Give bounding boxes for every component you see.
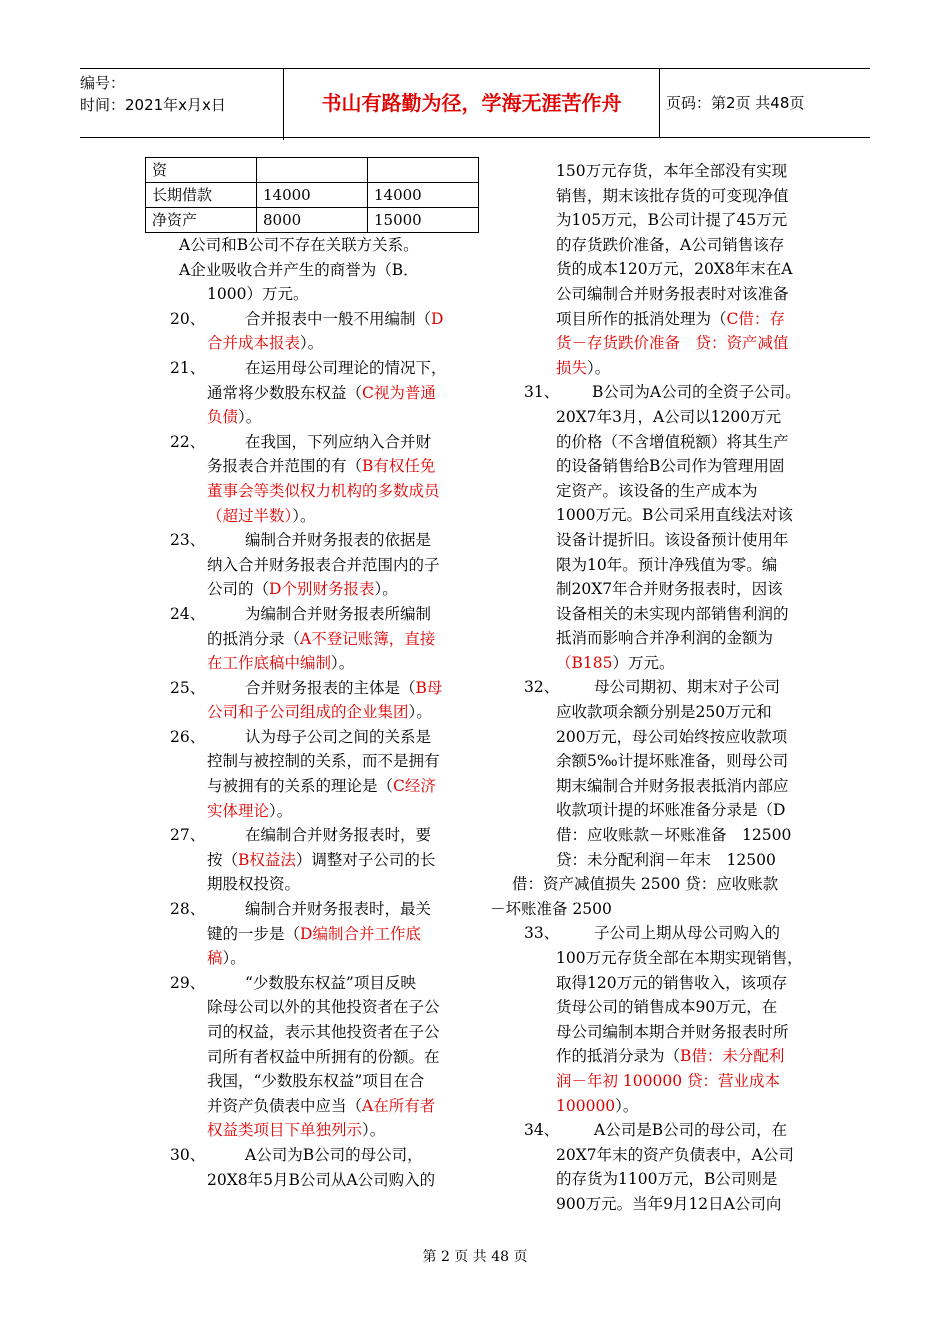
question-text: ）。: [362, 1121, 386, 1140]
question-text: ）万元。: [612, 653, 675, 672]
question-text: ）。: [269, 801, 293, 820]
question-text: 并资产负债表中应当（: [207, 1096, 363, 1115]
balance-table: [145, 157, 479, 233]
question-text: 应收款项余额分别是250万元和: [556, 703, 772, 722]
question-text: 母公司期初、期末对子公司: [594, 678, 781, 697]
intro-text: A企业吸收合并产生的商誉为（B．: [179, 260, 419, 279]
table-cell: 15000: [368, 208, 479, 233]
question-text: A公司是B公司的母公司，在: [594, 1121, 788, 1140]
answer-text: 实体理论: [207, 801, 270, 820]
question-number: 21、: [170, 358, 206, 377]
table-cell: 资: [146, 158, 257, 183]
question-text: 的抵消分录（: [207, 629, 301, 648]
question-23: [170, 528, 470, 602]
question-text: 为编制合并财务报表所编制: [245, 604, 432, 623]
answer-text: A不登记账簿，直接: [300, 629, 436, 648]
question-text: ）。: [300, 334, 324, 353]
question-32: [490, 675, 820, 872]
question-number: 25、: [170, 678, 206, 697]
question-text: 的价格（不含增值税额）将其生产: [556, 432, 789, 451]
question-text: 限为10年。预计净残值为零。编: [556, 555, 778, 574]
question-text: 货母公司的销售成本90万元，在: [556, 998, 778, 1017]
question-text: A公司为B公司的母公司，: [245, 1145, 423, 1164]
question-text: 200万元，母公司始终按应收款项: [556, 727, 788, 746]
question-24: [170, 602, 470, 676]
question-text: 作的抵消分录为（: [556, 1047, 681, 1066]
answer-text: 公司和子公司组成的企业集团: [207, 703, 409, 722]
right-column: [490, 159, 820, 1217]
answer-text: 在工作底稿中编制: [207, 654, 332, 673]
question-text: 纳入合并财务报表合并范围内的子: [207, 555, 440, 574]
question-text: 我国，“少数股东权益”项目在合: [207, 1072, 425, 1091]
intro-text: 1000）万元。: [207, 285, 309, 304]
answer-text: A在所有者: [362, 1096, 436, 1115]
question-text: ）。: [222, 949, 246, 968]
answer-text: 稿: [207, 949, 223, 968]
question-22: [170, 430, 470, 528]
table-cell: 8000: [257, 208, 368, 233]
question-text: 取得120万元的销售收入，该项存: [556, 973, 788, 992]
question-text: B公司为A公司的全资子公司。: [592, 383, 801, 402]
answer-text: 100000: [556, 1096, 616, 1115]
question-text: ）。: [292, 506, 316, 525]
answer-text: B185: [571, 653, 613, 672]
question-number: 27、: [170, 826, 206, 845]
question-text: 控制与被控制的关系，而不是拥有: [207, 752, 440, 771]
question-text: ）。: [374, 580, 398, 599]
question-25: [170, 676, 470, 725]
header-info: [80, 69, 284, 140]
question-27: [170, 823, 470, 897]
question-text: 收款项计提的坏账准备分录是（D: [556, 801, 786, 820]
question-number: 28、: [170, 900, 206, 919]
table-cell: 14000: [257, 183, 368, 208]
question-text: 20X7年3月，A公司以1200万元: [556, 407, 782, 426]
question-text: 150万元存货，本年全部没有实现: [556, 162, 788, 180]
question-number: 29、: [170, 973, 206, 992]
question-text: ）。: [408, 703, 432, 722]
answer-text: 董事会等类似权力机构的多数成员: [207, 481, 440, 500]
question-text: ）。: [587, 358, 611, 377]
answer-text: C经济: [393, 777, 436, 796]
answer-text: 权益类项目下单独列示: [207, 1121, 363, 1140]
question-text: 编制合并财务报表时，最关: [245, 900, 432, 919]
question-text: 制20X7年合并财务报表时，因该: [556, 580, 783, 599]
answer-text: B借：未分配利: [680, 1047, 785, 1066]
question-text: 设备计提折旧。该设备预计使用年: [556, 530, 789, 549]
question-20: [170, 307, 470, 356]
question-text: 贷：未分配利润－年末 12500: [556, 850, 776, 869]
question-text: 务报表合并范围的有（: [207, 457, 363, 476]
answer-text: 负债: [207, 408, 239, 427]
answer-text: C借：存: [726, 309, 785, 328]
page-footer: 第 2 页 共 48 页: [422, 1249, 528, 1265]
question-34: [490, 1118, 820, 1216]
question-number: 30、: [170, 1145, 206, 1164]
answer-text: B有权任免: [362, 457, 436, 476]
table-row: [146, 208, 479, 233]
question-text: 的存货跌价准备，A公司销售该存: [556, 235, 785, 254]
question-26: [170, 725, 470, 823]
question-text: 的设备销售给B公司作为管理用固: [556, 457, 785, 476]
question-29: [170, 971, 470, 1143]
question-text: 合并财务报表的主体是（: [245, 678, 416, 697]
question-text: 100万元存货全部在本期实现销售，: [556, 949, 803, 967]
question-text: 为105万元，B公司计提了45万元: [556, 211, 788, 230]
table-row: [146, 183, 479, 208]
table-row: [146, 158, 479, 183]
question-text: “少数股东权益”项目反映: [245, 973, 416, 992]
time-label: 时间：2021年x月x日: [80, 96, 226, 114]
question-number: 26、: [170, 727, 206, 746]
question-number: 32、: [524, 678, 560, 697]
question-text: 在我国，下列应纳入合并财: [245, 432, 432, 451]
answer-text: D编制合并工作底: [300, 924, 421, 943]
question-text: 的存货为1100万元，B公司则是: [556, 1170, 778, 1189]
question-text: 在运用母公司理论的情况下，: [245, 358, 447, 377]
question-text: 公司的（: [207, 580, 270, 599]
number-label: 编号：: [80, 74, 126, 92]
question-21: [170, 356, 470, 430]
question-number: 34、: [524, 1121, 560, 1140]
question-text: 在编制合并财务报表时，要: [245, 826, 432, 845]
question-text: 期股权投资。: [207, 875, 301, 894]
question-text: ）调整对子公司的长: [295, 850, 436, 869]
question-text: 项目所作的抵消处理为（: [556, 309, 727, 328]
question-text: ）。: [238, 408, 262, 427]
answer-text: （超过半数）: [207, 506, 293, 525]
question-text: 抵消而影响合并净利润的金额为: [556, 629, 774, 648]
question-text: 司的权益，表示其他投资者在子公: [207, 1023, 440, 1041]
question-text: 母公司编制本期合并财务报表时所: [556, 1022, 789, 1041]
question-text: 合并报表中一般不用编制（: [245, 309, 432, 328]
question-31: [490, 380, 820, 675]
question-number: 20、: [170, 309, 206, 328]
intro-text: A公司和B公司不存在关联方关系。: [179, 236, 419, 254]
table-cell: 长期借款: [146, 183, 257, 208]
question-text: 子公司上期从母公司购入的: [594, 924, 781, 943]
answer-text: 合并成本报表: [207, 334, 301, 353]
question-number: 23、: [170, 531, 206, 550]
question-number: 31、: [524, 383, 560, 402]
question-32-entry: －坏账准备 2500: [490, 899, 612, 918]
answer-text: D: [431, 309, 444, 328]
question-text: ）。: [615, 1096, 639, 1115]
header-motto: 书山有路勤为径，学海无涯苦作舟: [284, 69, 660, 137]
table-cell: [257, 158, 368, 183]
question-number: 24、: [170, 604, 206, 623]
question-number: 33、: [524, 924, 560, 943]
answer-text: 损失: [556, 358, 588, 377]
answer-text: D个别财务报表: [269, 580, 375, 599]
question-text: 20X8年5月B公司从A公司购入的: [207, 1170, 436, 1189]
question-30-continued: [490, 159, 820, 380]
question-text: 货的成本120万元，20X8年末在A: [556, 260, 793, 279]
answer-text: 润－年初 100000 贷：营业成本: [556, 1071, 781, 1090]
question-30: [170, 1143, 470, 1192]
question-32-entry: 借：资产减值损失 2500 贷：应收账款: [512, 875, 779, 894]
question-33: [490, 921, 820, 1118]
question-text: 20X7年末的资产负债表中，A公司: [556, 1145, 794, 1164]
question-28: [170, 897, 470, 971]
question-text: ）。: [331, 654, 355, 673]
question-text: 900万元。当年9月12日A公司向: [556, 1194, 782, 1213]
left-column: [170, 233, 470, 1192]
page-header: [80, 68, 870, 138]
question-text: 通常将少数股东权益（: [207, 383, 363, 402]
answer-text: B权益法: [238, 850, 296, 869]
question-text: 定资产。该设备的生产成本为: [556, 481, 758, 500]
question-text: 借：应收账款－坏账准备 12500: [556, 826, 792, 845]
answer-text: B母: [415, 678, 443, 697]
table-cell: [368, 158, 479, 183]
question-text: 编制合并财务报表的依据是: [245, 531, 432, 550]
question-text: 与被拥有的关系的理论是（: [207, 777, 394, 796]
question-text: 公司编制合并财务报表时对该准备: [556, 284, 789, 303]
question-text: 1000万元。B公司采用直线法对该: [556, 506, 793, 525]
question-text: 按（: [207, 850, 239, 869]
question-number: 22、: [170, 432, 206, 451]
page-code: 页码：第2页 共48页: [666, 94, 805, 112]
question-text: 余额5‰计提坏账准备，则母公司: [556, 752, 789, 771]
question-text: 认为母子公司之间的关系是: [245, 727, 432, 746]
answer-text: （: [556, 653, 572, 672]
question-text: 键的一步是（: [207, 924, 301, 943]
answer-text: 货－存货跌价准备 贷：资产减值: [556, 334, 789, 353]
question-text: 除母公司以外的其他投资者在子公: [207, 998, 440, 1017]
question-text: 设备相关的未实现内部销售利润的: [556, 604, 789, 623]
answer-text: C视为普通: [362, 383, 436, 402]
table-cell: 净资产: [146, 208, 257, 233]
question-text: 司所有者权益中所拥有的份额。在: [207, 1047, 440, 1066]
question-text: 期末编制合并财务报表抵消内部应: [556, 776, 789, 795]
question-text: 销售，期末该批存货的可变现净值: [556, 186, 789, 205]
table-cell: 14000: [368, 183, 479, 208]
